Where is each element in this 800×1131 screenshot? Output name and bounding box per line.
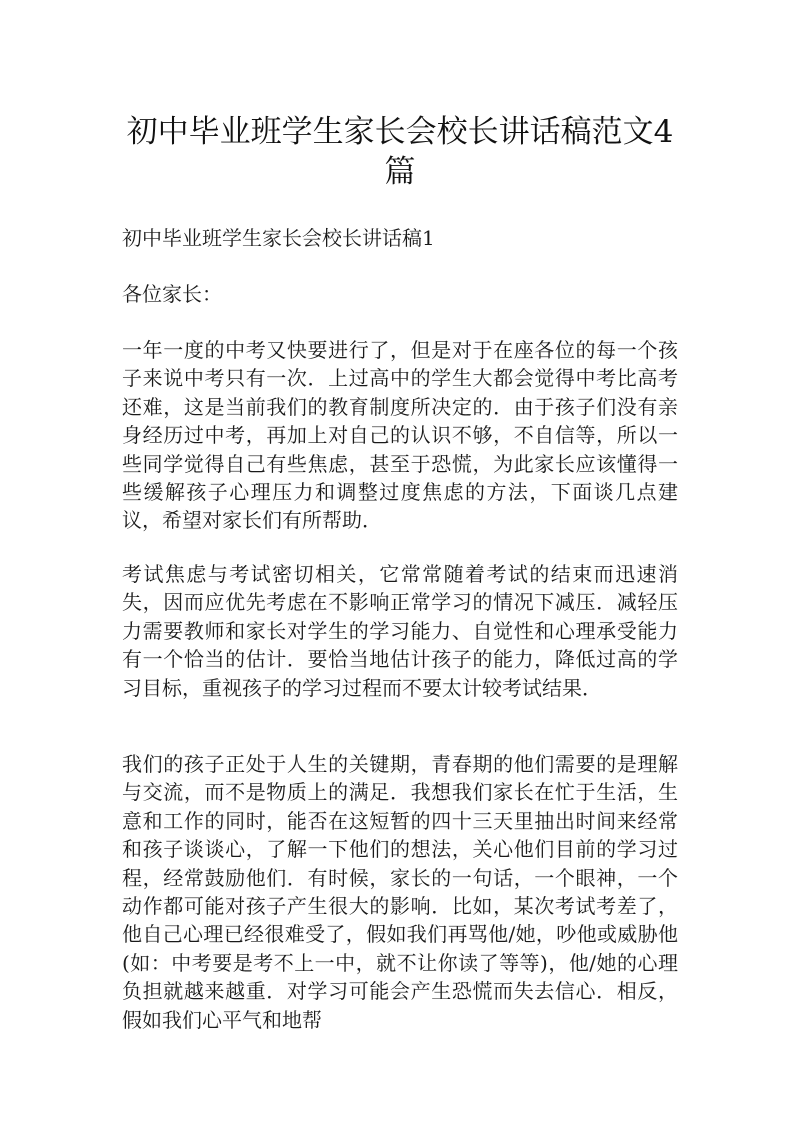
paragraph-1: 一年一度的中考又快要进行了，但是对于在座各位的每一个孩子来说中考只有一次．上过高中的学生大都会觉得中考比高考还难，这是当前我们的教育制度所决定的．由于孩子们没有亲身经历过中考，再加上对自己的认识不够，不自信等，所以一些同学觉得自己有些焦虑，甚至于恐慌，为此家长应该懂得一些缓解孩子心理压力和调整过度焦虑的方法，下面谈几点建议，希望对家长们有所帮助． [122, 338, 678, 533]
paragraph-3: 我们的孩子正处于人生的关键期，青春期的他们需要的是理解与交流，而不是物质上的满足．我想我们家长在忙于生活，生意和工作的同时，能否在这短暂的四十三天里抽出时间来经常和孩子谈谈心，了解一下他们的想法，关心他们目前的学习过程，经常鼓励他们．有时候，家长的一句话，一个眼神，一个动作都可能对孩子产生很大的影响．比如，某次考试考差了，他自己心理已经很难受了，假如我们再骂他/她，吵他或威胁他(如：中考要是考不上一中，就不让你读了等等)，他/她的心理负担就越来越重．对学习可能会产生恐慌而失去信心．相反，假如我们心平气和地帮 [122, 752, 678, 1032]
section-subtitle: 初中毕业班学生家长会校长讲话稿1 [122, 226, 435, 250]
paragraph-2: 考试焦虑与考试密切相关，它常常随着考试的结束而迅速消失，因而应优先考虑在不影响正常学习的情况下减压．减轻压力需要教师和家长对学生的学习能力、自觉性和心理承受能力有一个恰当的估计．要恰当地估计孩子的能力，降低过高的学习目标，重视孩子的学习过程而不要太计较考试结果． [122, 562, 678, 700]
salutation: 各位家长： [122, 282, 222, 306]
document-title: 初中毕业班学生家长会校长讲话稿范文4篇 [126, 114, 674, 190]
